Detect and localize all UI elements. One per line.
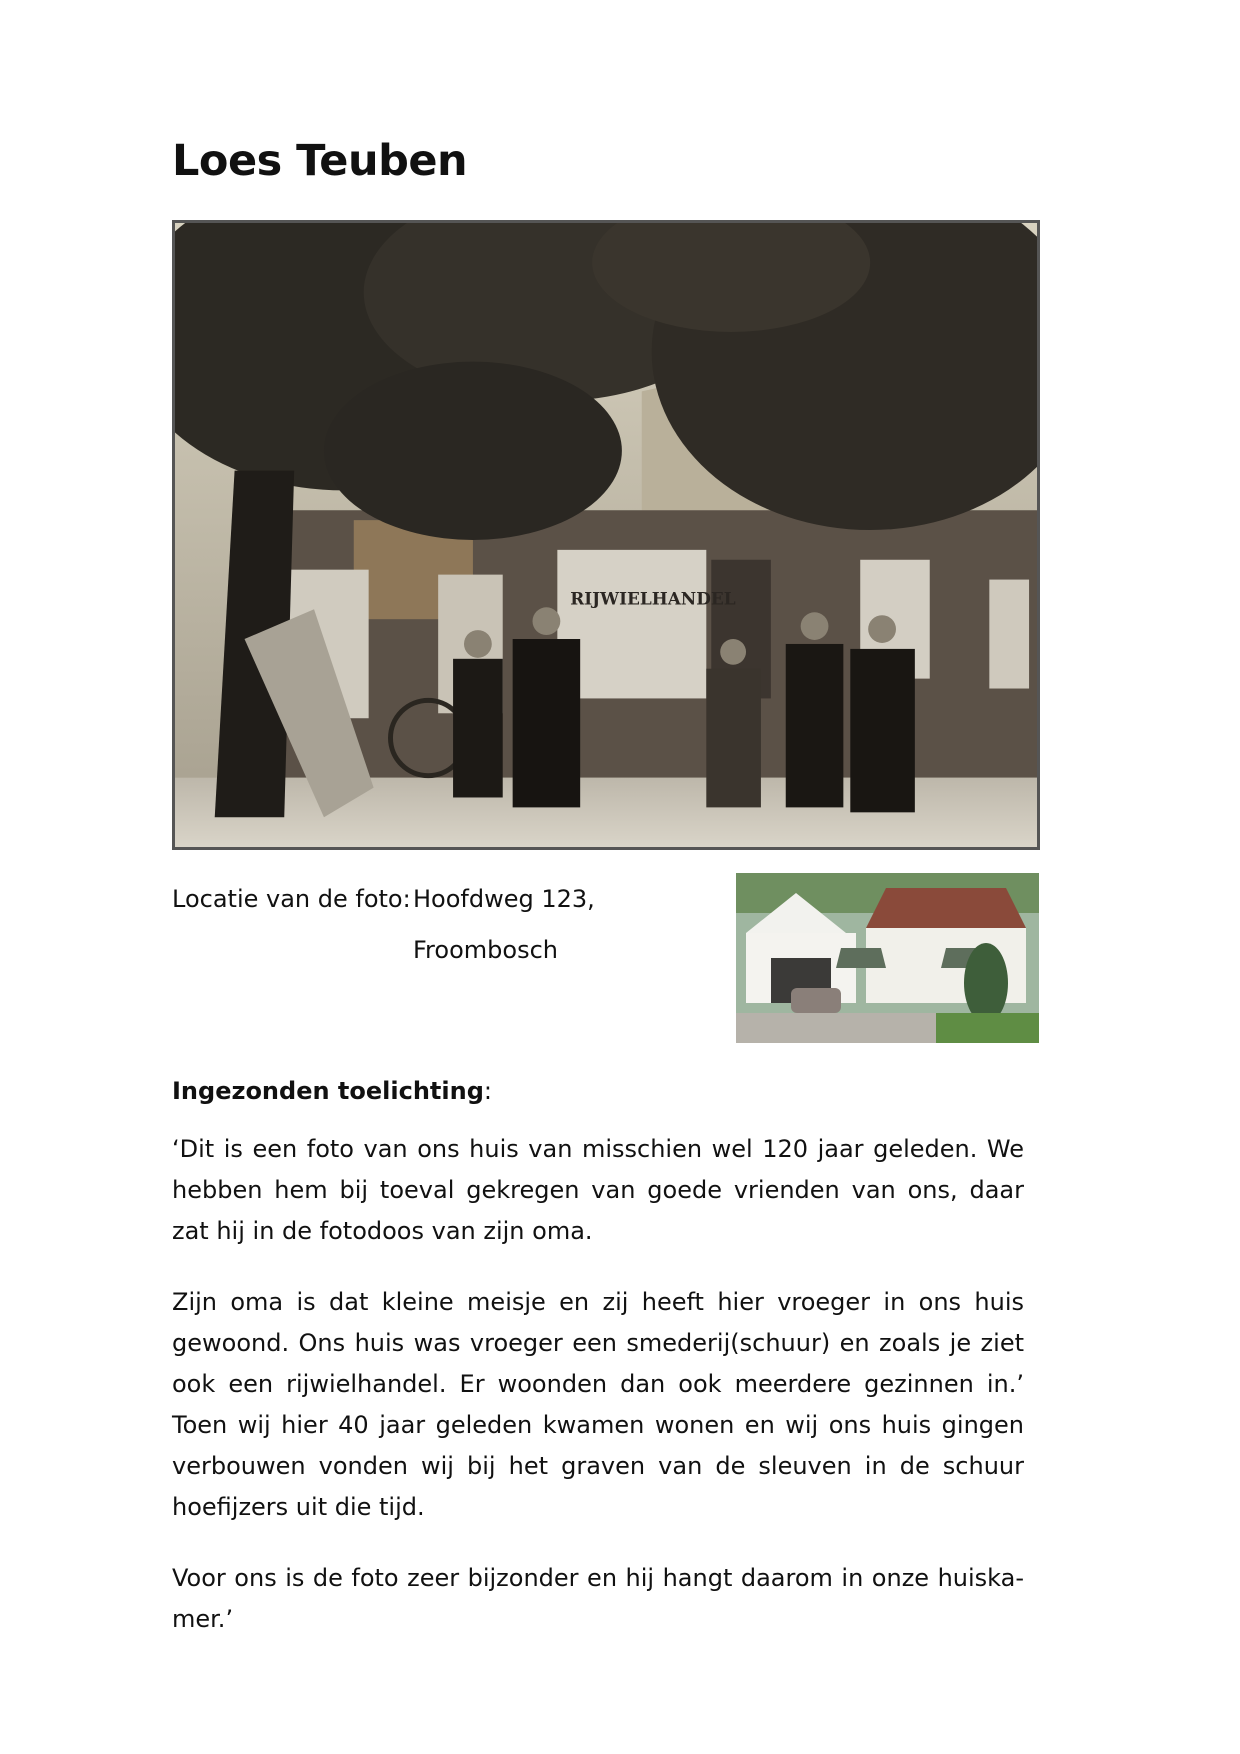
paragraph-1: ‘Dit is een foto van ons huis van misschien wel 120 jaar geleden. We hebben hem bij toeval gekregen van goede vrienden van ons, daar zat hij in de fotodoos van zijn oma. (172, 1135, 1024, 1245)
section-heading-text: Ingezonden toelichting (172, 1077, 484, 1105)
paragraph-2: Zijn oma is dat kleine meisje en zij heeft hier vroeger in ons huis gewoond. Ons huis was vroeger een smederij(schuur) en zoals je ziet ook een rijwielhandel. Er woonden dan ook meerdere gezinnen in.’ Toen wij hier 40 jaar geleden kwamen wonen en wij ons huis gingen verbouwen vonden wij bij het graven van de sleuven in de schuur hoefijzers uit die tijd. (172, 1288, 1024, 1521)
location-address: Hoofdweg 123, (413, 885, 595, 913)
section-heading-colon: : (483, 1077, 492, 1105)
shop-sign: RIJWIELHANDEL (570, 588, 736, 609)
section-heading (172, 1077, 492, 1105)
historical-photo (172, 220, 1040, 850)
location-label: Locatie van de foto: (172, 885, 411, 913)
location-town: Froombosch (413, 936, 558, 964)
current-house-photo (736, 873, 1039, 1043)
paragraph-3: Voor ons is de foto zeer bijzonder en hij hangt daarom in onze huiska-mer.’ (172, 1564, 1024, 1633)
page-title: Loes Teuben (172, 136, 468, 186)
